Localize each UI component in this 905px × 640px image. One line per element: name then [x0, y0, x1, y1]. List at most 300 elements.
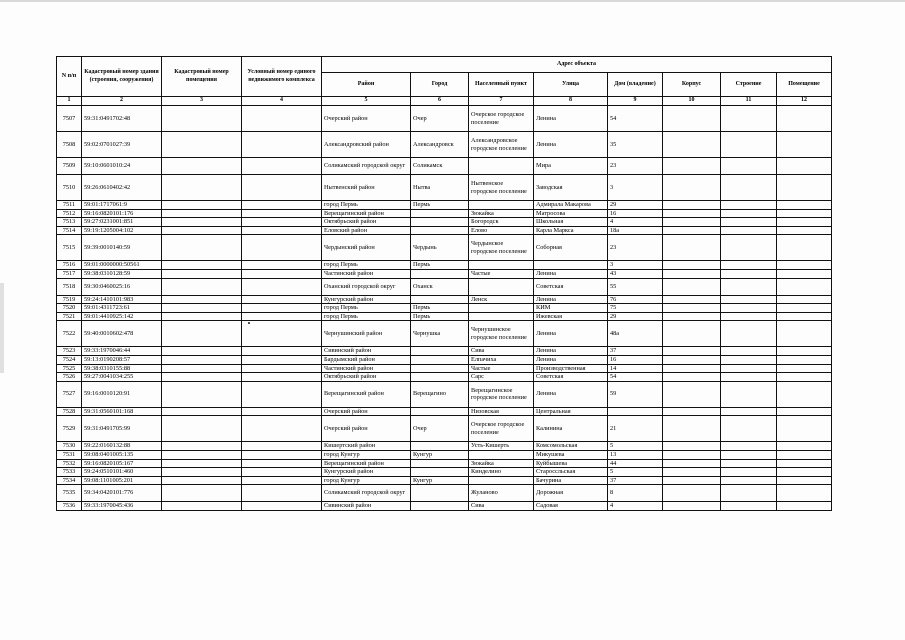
dom-cell: 4 — [608, 502, 663, 511]
dom-cell: 5 — [608, 442, 663, 451]
punkt-cell — [469, 158, 534, 175]
gorod-cell — [411, 468, 469, 477]
row-number: 7523 — [57, 347, 82, 356]
row-number: 7535 — [57, 485, 82, 502]
column-number: 10 — [663, 97, 721, 106]
kadastr-building-cell: 59:31:0560101:168 — [82, 407, 162, 416]
kadastr-building-cell: 59:24:0510101:460 — [82, 468, 162, 477]
korpus-cell — [663, 407, 721, 416]
conditional-number-cell — [242, 502, 322, 511]
stroenie-cell — [721, 450, 777, 459]
rayon-cell: город Пермь — [322, 261, 411, 270]
gorod-cell — [411, 485, 469, 502]
conditional-number-cell — [242, 347, 322, 356]
kadastr-building-cell: 59:22:0160132:88 — [82, 442, 162, 451]
kadastr-building-cell: 59:01:0000000:50561 — [82, 261, 162, 270]
stroenie-cell — [721, 407, 777, 416]
korpus-cell — [663, 364, 721, 373]
ulica-cell: Советская — [534, 278, 608, 295]
stroenie-cell — [721, 201, 777, 210]
korpus-cell — [663, 209, 721, 218]
gorod-cell — [411, 218, 469, 227]
dom-cell: 16 — [608, 209, 663, 218]
table-row — [57, 235, 832, 261]
rayon-cell: Очерский район — [322, 416, 411, 442]
kadastr-room-cell — [162, 459, 242, 468]
column-number: 11 — [721, 97, 777, 106]
dom-cell: 29 — [608, 201, 663, 210]
ulica-cell: Бачурина — [534, 476, 608, 485]
scan-edge — [0, 0, 905, 2]
table-body — [57, 106, 832, 511]
rayon-cell: Очерский район — [322, 106, 411, 132]
korpus-cell — [663, 312, 721, 321]
korpus-cell — [663, 269, 721, 278]
punkt-cell: Сарс — [469, 373, 534, 382]
table-row — [57, 312, 832, 321]
conditional-number-cell — [242, 312, 322, 321]
rayon-cell: Оханский городской округ — [322, 278, 411, 295]
rayon-cell: Соликамский городской округ — [322, 485, 411, 502]
row-number: 7516 — [57, 261, 82, 270]
header-ulica: Улица — [534, 73, 608, 97]
korpus-cell — [663, 355, 721, 364]
kadastr-room-cell — [162, 485, 242, 502]
korpus-cell — [663, 218, 721, 227]
stroenie-cell — [721, 158, 777, 175]
kadastr-building-cell: 59:01:1717061:9 — [82, 201, 162, 210]
kadastr-building-cell: 59:31:0491705:99 — [82, 416, 162, 442]
dom-cell: 54 — [608, 373, 663, 382]
ulica-cell: Ленина — [534, 355, 608, 364]
table-row — [57, 158, 832, 175]
kadastr-building-cell: 59:08:0401005:135 — [82, 450, 162, 459]
conditional-number-cell — [242, 373, 322, 382]
kadastr-building-cell: 59:10:0601010:24 — [82, 158, 162, 175]
row-number: 7534 — [57, 476, 82, 485]
gorod-cell: Оханск — [411, 278, 469, 295]
row-number: 7514 — [57, 226, 82, 235]
row-number: 7529 — [57, 416, 82, 442]
gorod-cell: Соликамск — [411, 158, 469, 175]
gorod-cell — [411, 355, 469, 364]
pomeshenie-cell — [777, 459, 832, 468]
dom-cell: 44 — [608, 459, 663, 468]
dom-cell: 37 — [608, 347, 663, 356]
korpus-cell — [663, 450, 721, 459]
kadastr-building-cell: 59:38:0310128:59 — [82, 269, 162, 278]
dom-cell: 4 — [608, 218, 663, 227]
row-number: 7511 — [57, 201, 82, 210]
table-row — [57, 502, 832, 511]
column-number: 5 — [322, 97, 411, 106]
kadastr-room-cell — [162, 132, 242, 158]
table-row — [57, 416, 832, 442]
kadastr-room-cell — [162, 304, 242, 313]
stroenie-cell — [721, 278, 777, 295]
korpus-cell — [663, 459, 721, 468]
pomeshenie-cell — [777, 364, 832, 373]
conditional-number-cell — [242, 261, 322, 270]
rayon-cell: Соликамский городской округ — [322, 158, 411, 175]
pomeshenie-cell — [777, 235, 832, 261]
gorod-cell — [411, 373, 469, 382]
column-number: 4 — [242, 97, 322, 106]
ulica-cell: Центральная — [534, 407, 608, 416]
dom-cell: 35 — [608, 132, 663, 158]
kadastr-room-cell — [162, 373, 242, 382]
kadastr-room-cell — [162, 175, 242, 201]
conditional-number-cell — [242, 381, 322, 407]
dom-cell: 37 — [608, 476, 663, 485]
korpus-cell — [663, 278, 721, 295]
dom-cell: 8 — [608, 485, 663, 502]
stroenie-cell — [721, 312, 777, 321]
kadastr-building-cell: 59:19:1205004:102 — [82, 226, 162, 235]
korpus-cell — [663, 416, 721, 442]
conditional-number-cell — [242, 364, 322, 373]
table-row — [57, 201, 832, 210]
gorod-cell — [411, 209, 469, 218]
ulica-cell: Ленина — [534, 295, 608, 304]
conditional-number-cell — [242, 106, 322, 132]
row-number: 7508 — [57, 132, 82, 158]
header-n: N п/п — [57, 57, 82, 97]
column-number: 9 — [608, 97, 663, 106]
korpus-cell — [663, 468, 721, 477]
korpus-cell — [663, 106, 721, 132]
kadastr-building-cell: 59:33:1970045:436 — [82, 502, 162, 511]
column-number: 1 — [57, 97, 82, 106]
kadastr-room-cell — [162, 347, 242, 356]
punkt-cell — [469, 304, 534, 313]
pomeshenie-cell — [777, 106, 832, 132]
punkt-cell: Чернушинское городское поселение — [469, 321, 534, 347]
stroenie-cell — [721, 304, 777, 313]
korpus-cell — [663, 502, 721, 511]
pomeshenie-cell — [777, 373, 832, 382]
pomeshenie-cell — [777, 132, 832, 158]
table-row — [57, 269, 832, 278]
row-number: 7509 — [57, 158, 82, 175]
kadastr-room-cell — [162, 355, 242, 364]
pomeshenie-cell — [777, 209, 832, 218]
ulica-cell: Заводская — [534, 175, 608, 201]
ulica-cell: Производственная — [534, 364, 608, 373]
ulica-cell: Ленина — [534, 106, 608, 132]
kadastr-room-cell — [162, 442, 242, 451]
punkt-cell: Богородск — [469, 218, 534, 227]
stroenie-cell — [721, 459, 777, 468]
table-row — [57, 106, 832, 132]
pomeshenie-cell — [777, 476, 832, 485]
dom-cell — [608, 407, 663, 416]
stroenie-cell — [721, 132, 777, 158]
conditional-number-cell — [242, 321, 322, 347]
kadastr-building-cell: 59:01:4410925:142 — [82, 312, 162, 321]
row-number: 7531 — [57, 450, 82, 459]
pomeshenie-cell — [777, 381, 832, 407]
punkt-cell: Жуланово — [469, 485, 534, 502]
conditional-number-cell — [242, 235, 322, 261]
row-number: 7517 — [57, 269, 82, 278]
ulica-cell: Ленина — [534, 381, 608, 407]
ulica-cell: Куйбышева — [534, 459, 608, 468]
table-row — [57, 175, 832, 201]
kadastr-room-cell — [162, 226, 242, 235]
punkt-cell: Зюкайка — [469, 459, 534, 468]
conditional-number-cell — [242, 278, 322, 295]
ulica-cell: Матросова — [534, 209, 608, 218]
kadastr-building-cell: 59:26:0610402:42 — [82, 175, 162, 201]
korpus-cell — [663, 321, 721, 347]
dom-cell: 18а — [608, 226, 663, 235]
stroenie-cell — [721, 468, 777, 477]
punkt-cell: Верещагинское городское поселение — [469, 381, 534, 407]
punkt-cell: Чердынское городское поселение — [469, 235, 534, 261]
pomeshenie-cell — [777, 218, 832, 227]
row-number: 7536 — [57, 502, 82, 511]
ulica-cell: Ленина — [534, 347, 608, 356]
conditional-number-cell — [242, 175, 322, 201]
rayon-cell: Кишертский район — [322, 442, 411, 451]
punkt-cell: Сива — [469, 347, 534, 356]
pomeshenie-cell — [777, 485, 832, 502]
ulica-cell: Советская — [534, 373, 608, 382]
rayon-cell: Бардымский район — [322, 355, 411, 364]
row-number: 7512 — [57, 209, 82, 218]
stroenie-cell — [721, 502, 777, 511]
table-row — [57, 304, 832, 313]
ulica-cell: КИМ — [534, 304, 608, 313]
kadastr-building-cell: 59:01:4311723:61 — [82, 304, 162, 313]
table-row — [57, 442, 832, 451]
pomeshenie-cell — [777, 226, 832, 235]
ulica-cell: Карла Маркса — [534, 226, 608, 235]
stroenie-cell — [721, 364, 777, 373]
gorod-cell — [411, 364, 469, 373]
dom-cell: 23 — [608, 158, 663, 175]
gorod-cell — [411, 226, 469, 235]
gorod-cell: Чердынь — [411, 235, 469, 261]
dom-cell: 14 — [608, 364, 663, 373]
stroenie-cell — [721, 442, 777, 451]
rayon-cell: Октябрьский район — [322, 373, 411, 382]
header-rayon: Район — [322, 73, 411, 97]
dom-cell: 3 — [608, 175, 663, 201]
rayon-cell: Верещагинский район — [322, 459, 411, 468]
kadastr-building-cell: 59:16:0010120:91 — [82, 381, 162, 407]
kadastr-building-cell: 59:08:1101005:201 — [82, 476, 162, 485]
registry-table — [56, 56, 832, 511]
punkt-cell: Усть-Кишерть — [469, 442, 534, 451]
kadastr-building-cell: 59:16:0820101:176 — [82, 209, 162, 218]
korpus-cell — [663, 201, 721, 210]
rayon-cell: Верещагинский район — [322, 381, 411, 407]
dom-cell: 5 — [608, 468, 663, 477]
ulica-cell: Комсомольская — [534, 442, 608, 451]
gorod-cell: Пермь — [411, 304, 469, 313]
conditional-number-cell — [242, 209, 322, 218]
korpus-cell — [663, 442, 721, 451]
rayon-cell: город Пермь — [322, 312, 411, 321]
kadastr-room-cell — [162, 295, 242, 304]
kadastr-building-cell: 59:39:0010140:59 — [82, 235, 162, 261]
korpus-cell — [663, 226, 721, 235]
dom-cell: 75 — [608, 304, 663, 313]
kadastr-room-cell — [162, 502, 242, 511]
punkt-cell: Низовская — [469, 407, 534, 416]
row-number: 7530 — [57, 442, 82, 451]
row-number: 7532 — [57, 459, 82, 468]
row-number: 7510 — [57, 175, 82, 201]
header-korpus: Корпус — [663, 73, 721, 97]
kadastr-building-cell: 59:27:0041034:255 — [82, 373, 162, 382]
dom-cell: 76 — [608, 295, 663, 304]
header-kadastr-building: Кадастровый номер здания (строения, сооружения) — [82, 57, 162, 97]
header-address: Адрес объекта — [322, 57, 832, 73]
punkt-cell: Частые — [469, 269, 534, 278]
kadastr-room-cell — [162, 407, 242, 416]
gorod-cell — [411, 442, 469, 451]
gorod-cell: Очер — [411, 106, 469, 132]
korpus-cell — [663, 235, 721, 261]
kadastr-room-cell — [162, 218, 242, 227]
ulica-cell: Садовая — [534, 502, 608, 511]
stroenie-cell — [721, 485, 777, 502]
pomeshenie-cell — [777, 407, 832, 416]
kadastr-room-cell — [162, 261, 242, 270]
kadastr-building-cell: 59:38:0310155:88 — [82, 364, 162, 373]
rayon-cell: Александровский район — [322, 132, 411, 158]
punkt-cell — [469, 201, 534, 210]
table-row — [57, 261, 832, 270]
conditional-number-cell — [242, 226, 322, 235]
punkt-cell: Нытвенское городское поселение — [469, 175, 534, 201]
table-row — [57, 459, 832, 468]
conditional-number-cell — [242, 407, 322, 416]
stroenie-cell — [721, 416, 777, 442]
conditional-number-cell — [242, 468, 322, 477]
kadastr-room-cell — [162, 312, 242, 321]
dom-cell: 16 — [608, 355, 663, 364]
punkt-cell: Кинделино — [469, 468, 534, 477]
punkt-cell — [469, 312, 534, 321]
pomeshenie-cell — [777, 201, 832, 210]
dom-cell: 54 — [608, 106, 663, 132]
ulica-cell: Староссльская — [534, 468, 608, 477]
conditional-number-cell — [242, 450, 322, 459]
rayon-cell: Частинский район — [322, 364, 411, 373]
ulica-cell: Адмирала Макарова — [534, 201, 608, 210]
kadastr-building-cell: 59:27:0231001:851 — [82, 218, 162, 227]
row-number: 7507 — [57, 106, 82, 132]
row-number: 7518 — [57, 278, 82, 295]
column-number: 12 — [777, 97, 832, 106]
table-row — [57, 226, 832, 235]
row-number: 7527 — [57, 381, 82, 407]
conditional-number-cell — [242, 485, 322, 502]
ulica-cell — [534, 261, 608, 270]
row-number: 7528 — [57, 407, 82, 416]
table-row — [57, 450, 832, 459]
row-number: 7524 — [57, 355, 82, 364]
row-number: 7526 — [57, 373, 82, 382]
gorod-cell: Нытва — [411, 175, 469, 201]
ulica-cell: Мира — [534, 158, 608, 175]
conditional-number-cell — [242, 132, 322, 158]
gorod-cell — [411, 295, 469, 304]
table-row — [57, 347, 832, 356]
kadastr-room-cell — [162, 158, 242, 175]
dom-cell: 23 — [608, 235, 663, 261]
pomeshenie-cell — [777, 442, 832, 451]
gorod-cell: Чернушка — [411, 321, 469, 347]
gorod-cell: Пермь — [411, 261, 469, 270]
punkt-cell — [469, 261, 534, 270]
table-row — [57, 407, 832, 416]
dom-cell: 3 — [608, 261, 663, 270]
kadastr-room-cell — [162, 235, 242, 261]
table-row — [57, 364, 832, 373]
row-number: 7520 — [57, 304, 82, 313]
row-number: 7525 — [57, 364, 82, 373]
stroenie-cell — [721, 209, 777, 218]
column-number: 6 — [411, 97, 469, 106]
ulica-cell: Ленина — [534, 132, 608, 158]
ulica-cell: Школьная — [534, 218, 608, 227]
kadastr-room-cell — [162, 106, 242, 132]
table-row — [57, 381, 832, 407]
conditional-number-cell — [242, 459, 322, 468]
table-row — [57, 209, 832, 218]
kadastr-room-cell — [162, 364, 242, 373]
row-number: 7521 — [57, 312, 82, 321]
conditional-number-cell — [242, 442, 322, 451]
gorod-cell: Очер — [411, 416, 469, 442]
kadastr-building-cell: 59:34:0420101:776 — [82, 485, 162, 502]
pomeshenie-cell — [777, 158, 832, 175]
table-row — [57, 278, 832, 295]
kadastr-building-cell: 59:40:0010602:478 — [82, 321, 162, 347]
conditional-number-cell — [242, 158, 322, 175]
ulica-cell: Соборная — [534, 235, 608, 261]
kadastr-building-cell: 59:30:0460025:16 — [82, 278, 162, 295]
pomeshenie-cell — [777, 502, 832, 511]
conditional-number-cell — [242, 269, 322, 278]
table-row — [57, 218, 832, 227]
table-row — [57, 468, 832, 477]
kadastr-room-cell — [162, 468, 242, 477]
rayon-cell: Кунгурский район — [322, 468, 411, 477]
rayon-cell: Очерский район — [322, 407, 411, 416]
conditional-number-cell — [242, 295, 322, 304]
pomeshenie-cell — [777, 278, 832, 295]
kadastr-room-cell — [162, 450, 242, 459]
kadastr-building-cell: 59:33:1970046:44 — [82, 347, 162, 356]
stroenie-cell — [721, 321, 777, 347]
stroenie-cell — [721, 355, 777, 364]
row-number: 7519 — [57, 295, 82, 304]
rayon-cell: город Пермь — [322, 304, 411, 313]
ulica-cell: Ленина — [534, 321, 608, 347]
dom-cell: 43 — [608, 269, 663, 278]
kadastr-building-cell: 59:16:0820105:167 — [82, 459, 162, 468]
dom-cell: 29 — [608, 312, 663, 321]
pomeshenie-cell — [777, 416, 832, 442]
header-kadastr-room: Кадастровый номер помещения — [162, 57, 242, 97]
pomeshenie-cell — [777, 450, 832, 459]
